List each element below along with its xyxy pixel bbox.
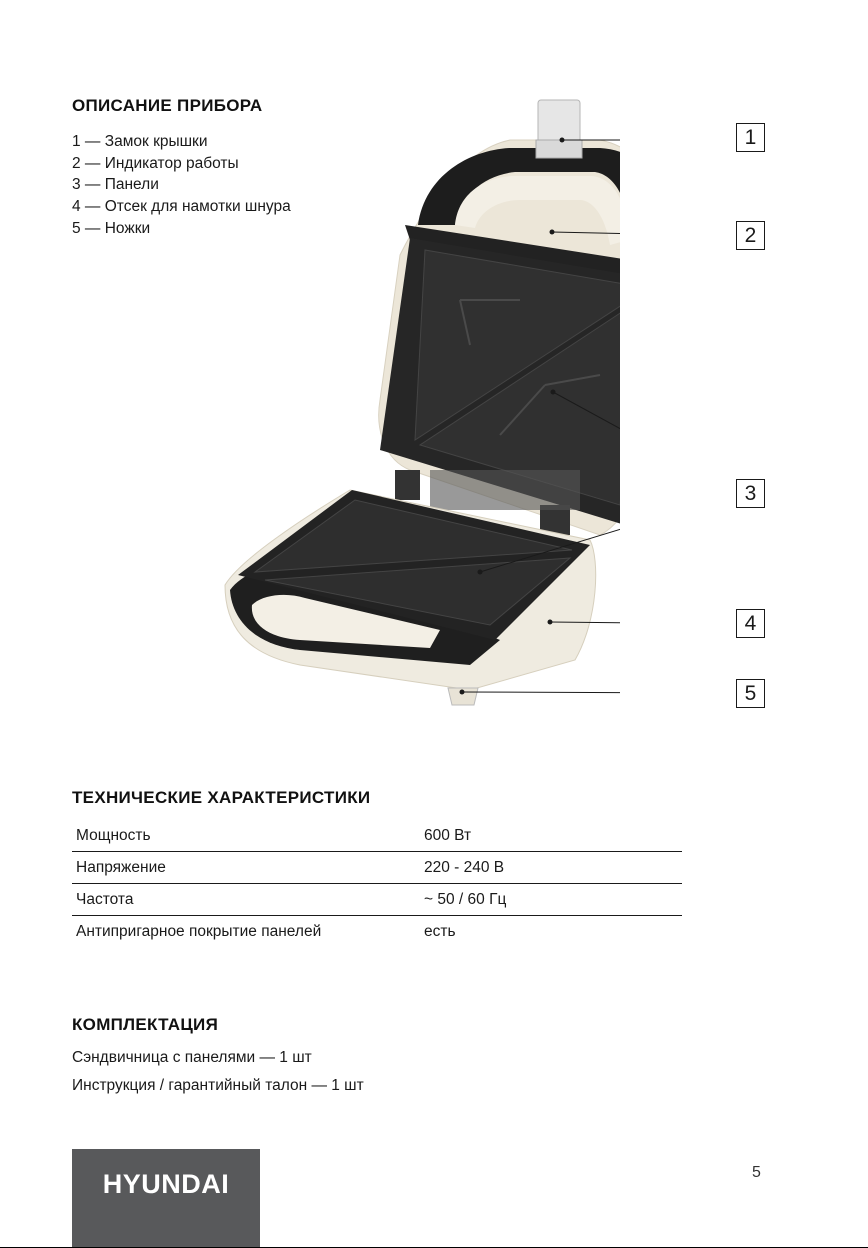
brand-logo-text: HYUNDAI (102, 1169, 230, 1199)
table-row (72, 820, 682, 852)
table-row (72, 884, 682, 916)
kit-list (72, 1044, 364, 1100)
sandwich-maker-illustration (200, 90, 620, 730)
callout-1: 1 (736, 123, 765, 152)
specs-table (72, 820, 682, 947)
page-number: 5 (752, 1164, 761, 1181)
kit-heading: КОМПЛЕКТАЦИЯ (72, 1015, 219, 1034)
part-item: 2 — Индикатор работы (72, 154, 239, 172)
spec-label: Антипригарное покрытие панелей (76, 922, 322, 940)
spec-value: есть (424, 922, 456, 940)
spec-label: Мощность (72, 820, 420, 852)
part-item: 3 — Панели (72, 176, 159, 194)
part-item: 1 — Замок крышки (72, 133, 208, 150)
brand-logo (72, 1149, 260, 1248)
table-row (72, 852, 682, 884)
callout-2: 2 (736, 221, 765, 250)
part-item: 5 — Ножки (72, 219, 151, 237)
callout-5: 5 (736, 679, 765, 708)
spec-value: 220 - 240 В (420, 852, 682, 884)
kit-item: Инструкция / гарантийный талон — 1 шт (72, 1077, 364, 1094)
kit-item: Сэндвичница с панелями — 1 шт (72, 1049, 312, 1066)
description-heading: ОПИСАНИЕ ПРИБОРА (72, 96, 263, 115)
spec-label: Частота (72, 884, 420, 916)
spec-value: 600 Вт (420, 820, 682, 852)
spec-label: Напряжение (72, 852, 420, 884)
callout-3: 3 (736, 479, 765, 508)
specs-heading: ТЕХНИЧЕСКИЕ ХАРАКТЕРИСТИКИ (72, 788, 371, 807)
spec-value: ~ 50 / 60 Гц (420, 884, 682, 916)
table-row (72, 916, 682, 948)
callout-4: 4 (736, 609, 765, 638)
part-item: 4 — Отсек для намотки шнура (72, 198, 291, 216)
